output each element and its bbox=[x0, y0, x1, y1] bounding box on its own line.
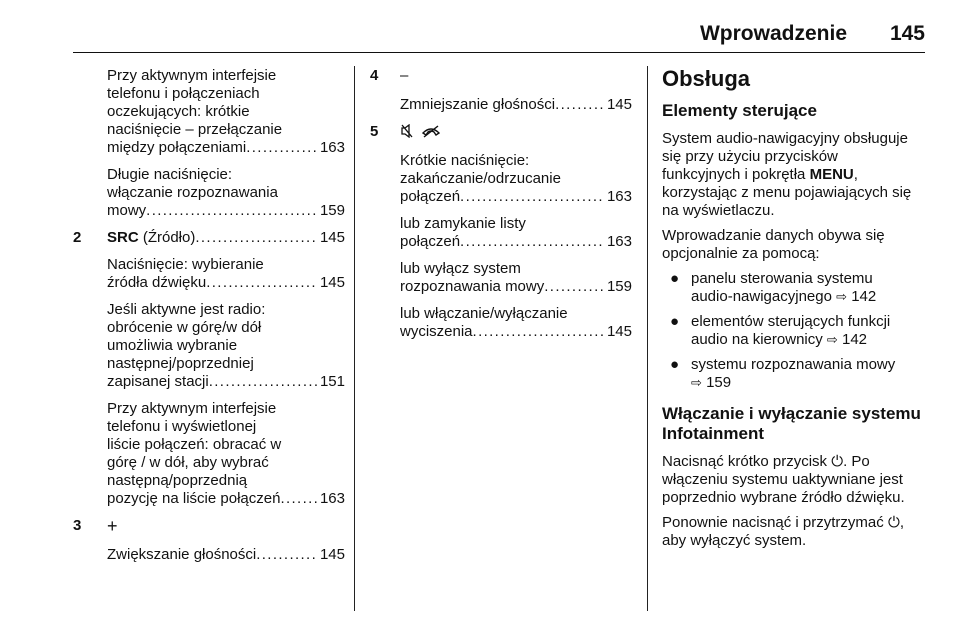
list-item: ● elementów sterujących funkcji audio na kierownicy ⇨ 142 bbox=[670, 313, 891, 348]
list-item: Długie naciśnięcie: włączanie rozpoznawania mowy . . . 159 bbox=[107, 166, 345, 220]
page-ref[interactable]: 163 bbox=[606, 188, 632, 205]
list-item: lub zamykanie listy połączeń . . . 163 bbox=[400, 215, 632, 251]
numbered-entry-4 bbox=[370, 67, 632, 87]
page-ref[interactable]: 159 bbox=[319, 202, 345, 219]
list-item: Zwiększanie głośności . . . 145 bbox=[107, 546, 345, 564]
page-ref[interactable]: 142 bbox=[851, 288, 877, 305]
page-ref-arrow-icon: ⇨ bbox=[836, 289, 848, 304]
page-ref[interactable]: 159 bbox=[706, 374, 732, 391]
entry-number: 4 bbox=[370, 67, 379, 84]
numbered-entry-2: 2 SRC (Źródło) . . . 145 bbox=[73, 229, 345, 247]
page-number: 145 bbox=[889, 22, 925, 45]
page-ref[interactable]: 142 bbox=[842, 331, 868, 348]
page-ref[interactable]: 145 bbox=[606, 323, 632, 340]
power-icon: ⏻ bbox=[831, 453, 844, 470]
list-item: Jeśli aktywne jest radio: obrócenie w górę/w dół umożliwia wybranie następnej/poprzedniej zapisanej stacji . . . 151 bbox=[107, 301, 345, 391]
list-item: Krótkie naciśnięcie: zakańczanie/odrzucanie połączeń . . . 163 bbox=[400, 152, 632, 206]
page-ref[interactable]: 163 bbox=[606, 233, 632, 250]
subsection-heading: Włączanie i wyłączanie systemu Infotainment bbox=[662, 404, 921, 443]
page-ref[interactable]: 163 bbox=[319, 490, 345, 507]
page-ref[interactable]: 145 bbox=[319, 274, 345, 291]
paragraph: Wprowadzanie danych obywa się opcjonalnie za pomocą: bbox=[662, 227, 885, 262]
plus-icon: + bbox=[107, 516, 118, 536]
list-item: Zmniejszanie głośności . . . 145 bbox=[400, 96, 632, 114]
column-divider-2 bbox=[647, 66, 648, 611]
page-header bbox=[73, 22, 925, 53]
list-item: ● systemu rozpoznawania mowy ⇨ 159 bbox=[670, 356, 896, 391]
list-item: ● panelu sterowania systemu audio-nawigacyjnego ⇨ 142 bbox=[670, 270, 877, 305]
numbered-entry-5 bbox=[370, 123, 632, 143]
column-1 bbox=[73, 67, 345, 573]
paragraph: Nacisnąć krótko przycisk ⏻. Po włączeniu systemu uaktywniane jest poprzednio wybrane źródło dźwięku. bbox=[662, 453, 905, 506]
page-ref[interactable]: 145 bbox=[606, 96, 632, 113]
entry-number: 5 bbox=[370, 123, 379, 140]
bullet-icon: ● bbox=[670, 313, 680, 330]
minus-icon: – bbox=[400, 67, 409, 84]
page-ref[interactable]: 145 bbox=[319, 229, 345, 246]
mute-icon bbox=[400, 124, 414, 138]
page-ref-arrow-icon: ⇨ bbox=[691, 375, 702, 390]
entry-number: 2 bbox=[73, 229, 82, 246]
bullet-list bbox=[662, 270, 926, 392]
list-item: Przy aktywnym interfejsie telefonu i połączeniach oczekujących: krótkie naciśnięcie – przełączanie między połączeniami . . . 163 bbox=[107, 67, 345, 157]
column-3 bbox=[662, 67, 926, 557]
page-title: Wprowadzenie bbox=[699, 22, 847, 45]
subsection-heading: Elementy sterujące bbox=[662, 101, 817, 120]
menu-label: MENU bbox=[809, 166, 854, 183]
src-label: SRC bbox=[107, 229, 139, 246]
list-item: Naciśnięcie: wybieranie źródła dźwięku . . . 145 bbox=[107, 256, 345, 292]
power-icon: ⏻ bbox=[887, 514, 900, 531]
page-ref[interactable]: 151 bbox=[319, 373, 345, 390]
column-2 bbox=[370, 67, 632, 350]
page-ref[interactable]: 145 bbox=[319, 546, 345, 563]
bullet-icon: ● bbox=[670, 270, 680, 287]
list-item: Przy aktywnym interfejsie telefonu i wyświetlonej liście połączeń: obracać w górę / w dół, aby wybrać następną/poprzednią pozycję na liście połączeń . . . 163 bbox=[107, 400, 345, 508]
column-divider-1 bbox=[354, 66, 355, 611]
paragraph: Ponownie nacisnąć i przytrzymać ⏻, aby wyłączyć system. bbox=[662, 514, 904, 549]
list-item: lub włączanie/wyłączanie wyciszenia . . . 145 bbox=[400, 305, 632, 341]
page-ref-arrow-icon: ⇨ bbox=[826, 332, 838, 347]
entry-number: 3 bbox=[73, 517, 82, 534]
hang-up-icon bbox=[421, 124, 441, 138]
paragraph: System audio-nawigacyjny obsługuje się przy użyciu przycisków funkcyjnych i pokrętła MENU, korzystając z menu pojawiających się na wyświetlaczu. bbox=[662, 130, 912, 219]
numbered-entry-3 bbox=[73, 517, 345, 537]
list-item: lub wyłącz system rozpoznawania mowy . . . 159 bbox=[400, 260, 632, 296]
section-heading: Obsługa bbox=[662, 66, 751, 91]
bullet-icon: ● bbox=[670, 356, 680, 373]
page-ref[interactable]: 163 bbox=[319, 139, 345, 156]
page-ref[interactable]: 159 bbox=[606, 278, 632, 295]
